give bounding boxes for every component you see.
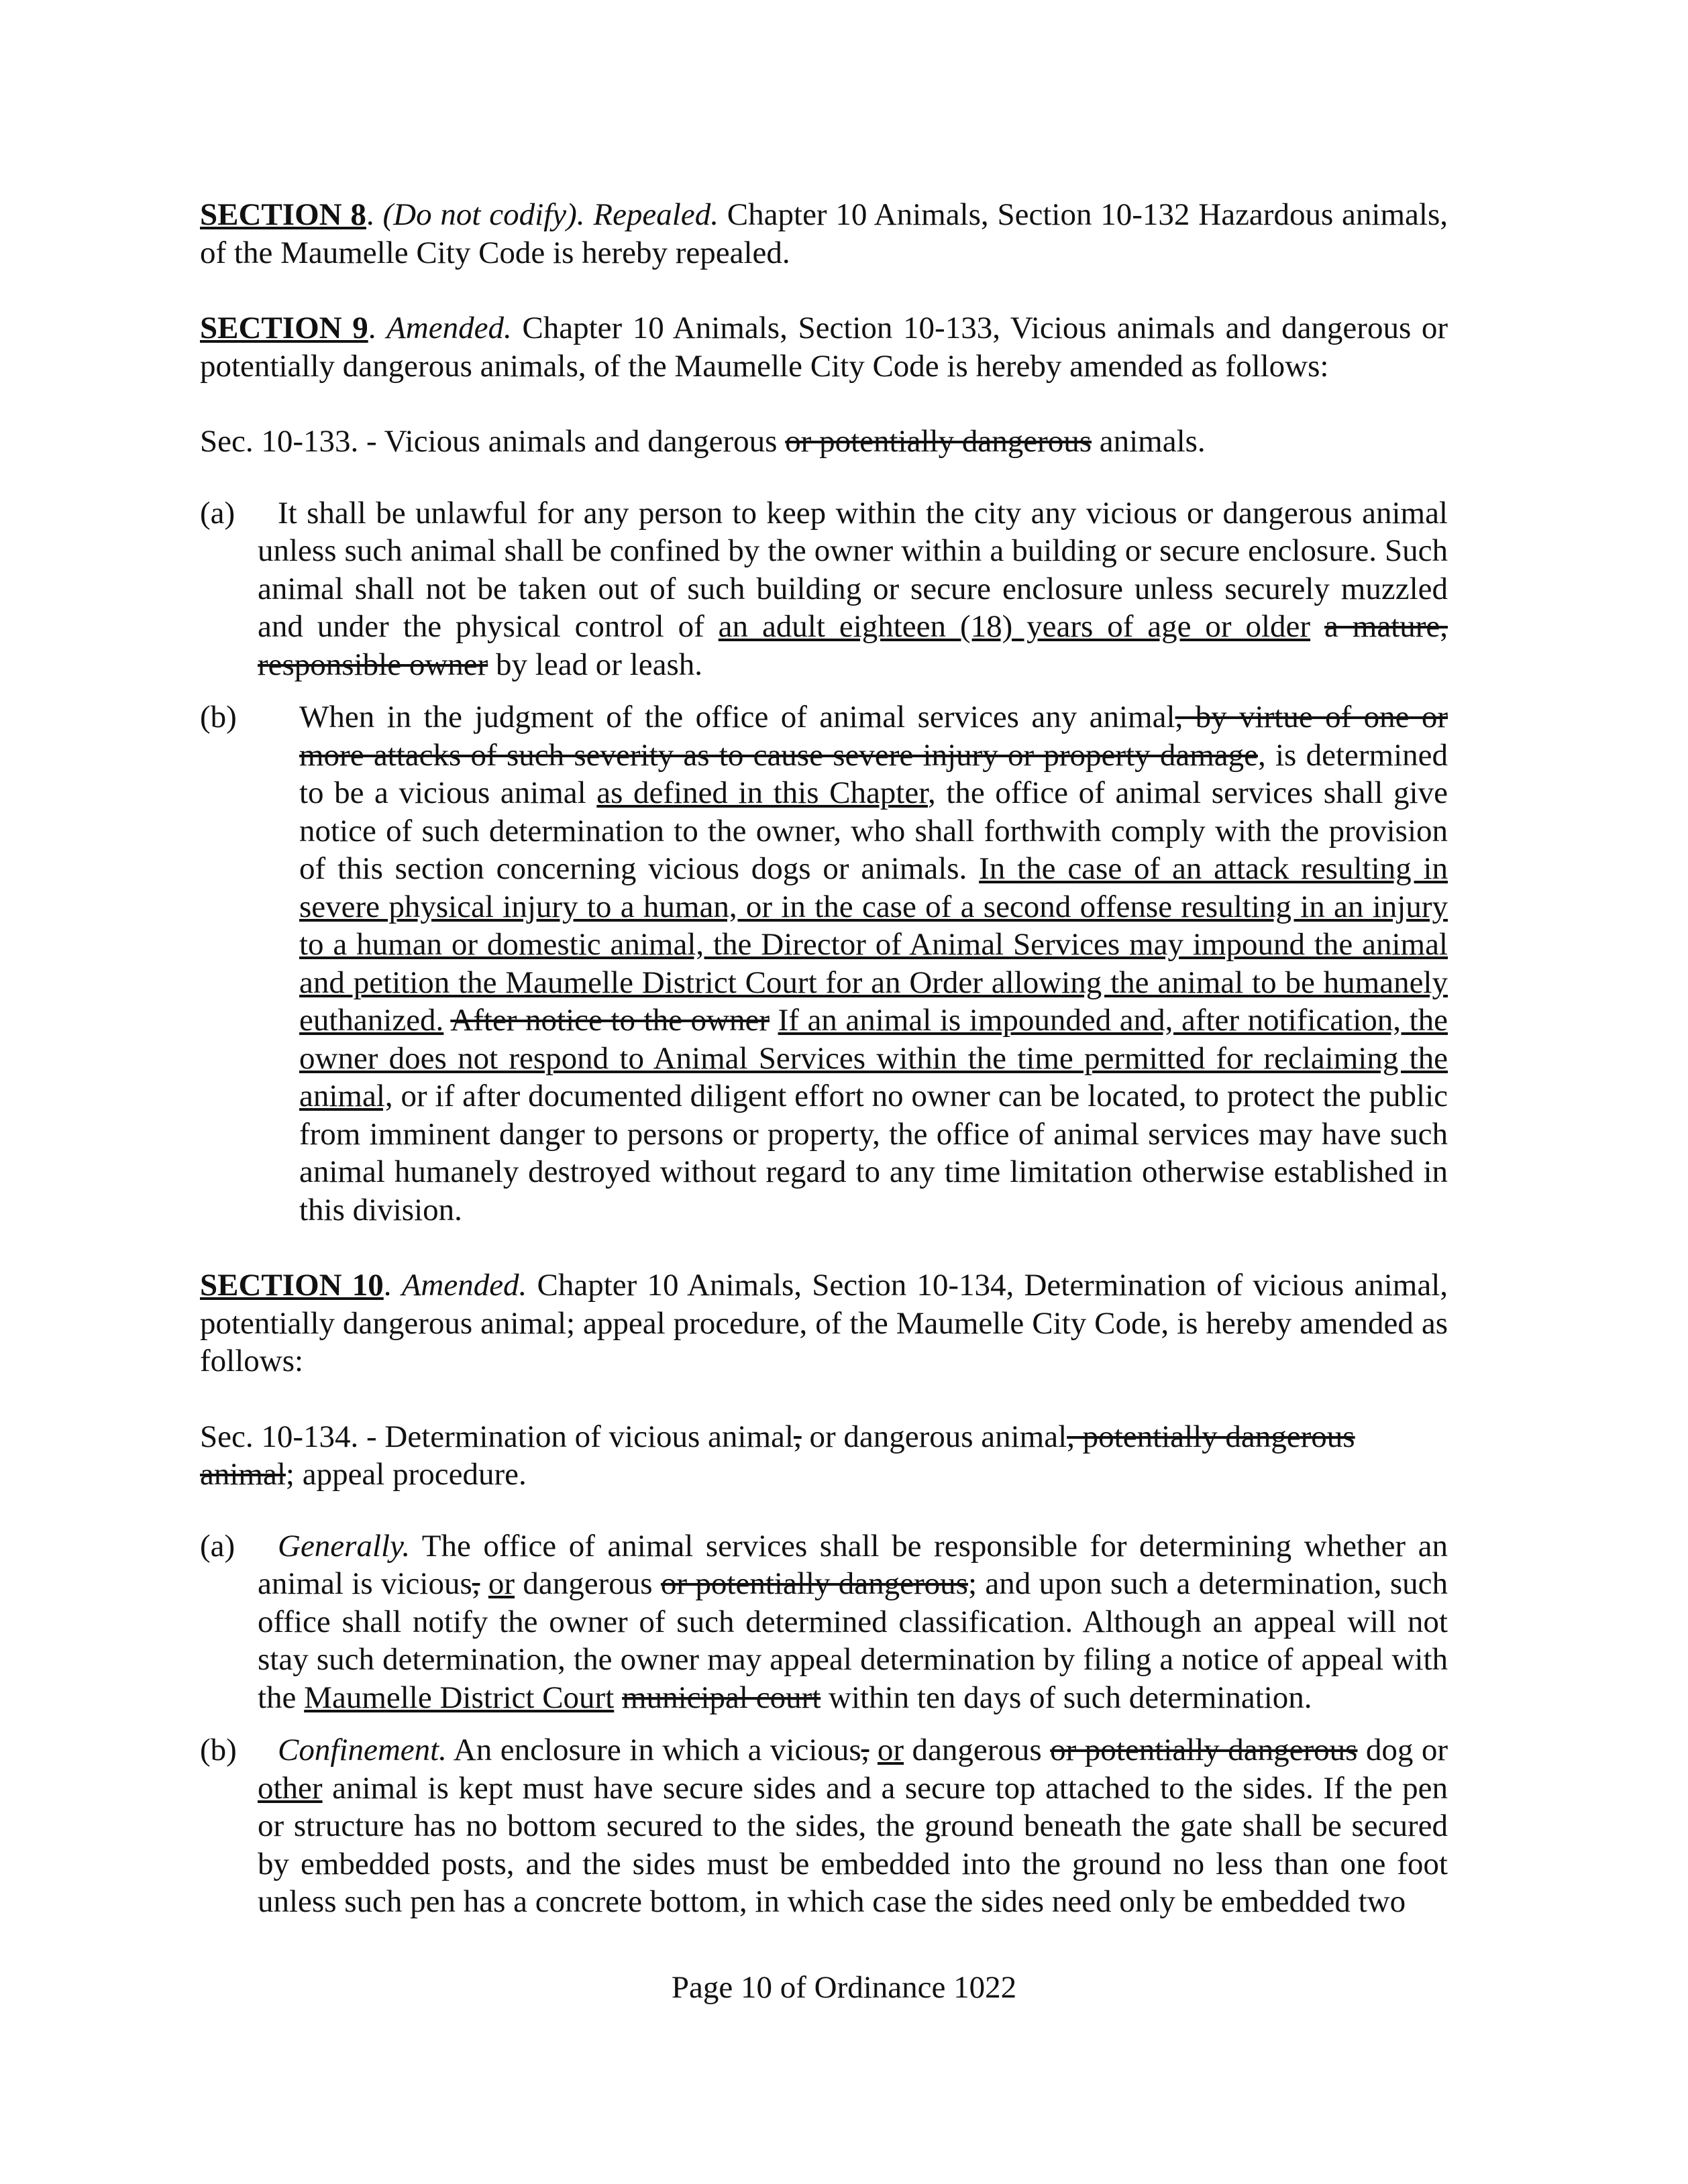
struck-text: or potentially dangerous — [785, 424, 1092, 459]
section-8-label: SECTION 8 — [200, 197, 366, 232]
struck-text: , — [472, 1566, 480, 1601]
section-8-codify: (Do not codify). — [382, 197, 585, 232]
struck-text: After notice to the owner — [450, 1003, 770, 1038]
section-10-text: Chapter 10 Animals, Section 10-134, Determination of vicious animal, potentially dangerous animal; appeal procedure, of the Maumelle City Code, is hereby amended as follows: — [200, 1268, 1448, 1378]
struck-text: or potentially dangerous — [660, 1566, 968, 1601]
item-marker: (a) — [200, 495, 235, 531]
sec-10-134-item-a: (a) Generally. The office of animal services shall be responsible for determining whether an animal is vicious, or dangerous or potentially dangerous; and upon such a determination, such office shall notify the owner of such determined classification. Although an appeal will not stay such determination, the owner may appeal determination by filing a notice of appeal with the Maumelle District Court municipal court within ten days of such determination. — [200, 1528, 1448, 1715]
struck-text: , — [861, 1733, 869, 1767]
inserted-text: or — [488, 1566, 515, 1601]
section-9-paragraph: SECTION 9. Amended. Chapter 10 Animals, Section 10-133, Vicious animals and dangerous or potentially dangerous animals, of the Maumelle City Code is hereby amended as follows: — [200, 311, 1448, 384]
struck-text: municipal court — [622, 1680, 821, 1715]
struck-text: or potentially dangerous — [1050, 1733, 1358, 1767]
section-10-paragraph: SECTION 10. Amended. Chapter 10 Animals, Section 10-134, Determination of vicious animal, potentially dangerous animal; appeal procedure, of the Maumelle City Code, is hereby amended as follows: — [200, 1268, 1448, 1378]
section-8-action: Repealed. — [593, 197, 719, 232]
inserted-text: as defined in this Chapter — [596, 775, 928, 810]
section-9-action: Amended. — [386, 311, 512, 345]
inserted-text: In the case of an attack resulting in severe physical injury to a human, or in the case of a second offense resulting in an injury to a human or domestic animal, the Director of Animal Services may impound the animal and petition the Maumelle District Court for an Order allowing the animal to be humanely euthanized. — [299, 851, 1448, 1038]
inserted-text: an adult eighteen (18) years of age or older — [718, 609, 1311, 644]
inserted-text: other — [258, 1770, 323, 1806]
section-8-text: Chapter 10 Animals, Section 10-132 Hazardous animals, of the Maumelle City Code is hereby repealed. — [200, 197, 1448, 270]
sec-10-134-heading: Sec. 10-134. - Determination of vicious animal, or dangerous animal, potentially dangerous animal; appeal procedure. — [200, 1419, 1355, 1492]
document-page — [200, 196, 1448, 1921]
struck-text: , potentially dangerous animal — [200, 1419, 1355, 1492]
page-footer: Page 10 of Ordinance 1022 — [671, 1970, 1017, 2005]
sec-10-133-item-b: (b) When in the judgment of the office of animal services any animal, by virtue of one or more attacks of such severity as to cause severe injury or property damage, is determined to be a vicious animal as defined in this Chapter, the office of animal services shall give notice of such determination to the owner, who shall forthwith comply with the provision of this section concerning vicious dogs or animals. In the case of an attack resulting in severe physical injury to a human, or in the case of a second offense resulting in an injury to a human or domestic animal, the Director of Animal Services may impound the animal and petition the Maumelle District Court for an Order allowing the animal to be humanely euthanized. After notice to the owner If an animal is impounded and, after notification, the owner does not respond to Animal Services within the time permitted for reclaiming the animal, or if after documented diligent effort no owner can be located, to protect the public from imminent danger to persons or property, the office of animal services may have such animal humanely destroyed without regard to any time limitation otherwise established in this division. — [200, 700, 1448, 1227]
item-marker: (a) — [200, 1528, 235, 1564]
section-10-action: Amended. — [401, 1268, 527, 1303]
sec-10-133-item-a: (a) It shall be unlawful for any person to keep within the city any vicious or dangerous animal unless such animal shall be confined by the owner within a building or secure enclosure. Such animal shall not be taken out of such building or secure enclosure unless securely muzzled and under the physical control of an adult eighteen (18) years of age or older a mature, responsible owner by lead or leash. — [200, 495, 1448, 682]
inserted-text: Maumelle District Court — [304, 1680, 615, 1715]
item-title: Generally. — [278, 1528, 411, 1564]
struck-text: , — [793, 1419, 802, 1454]
struck-text: a mature, responsible owner — [258, 609, 1448, 682]
item-marker: (b) — [200, 1733, 237, 1767]
item-title: Confinement. — [278, 1733, 447, 1767]
inserted-text: or — [877, 1733, 904, 1767]
item-marker: (b) — [200, 700, 237, 734]
sec-10-133-heading: Sec. 10-133. - Vicious animals and dangerous or potentially dangerous animals. — [200, 424, 1206, 459]
section-9-text: Chapter 10 Animals, Section 10-133, Vicious animals and dangerous or potentially dangerous animals, of the Maumelle City Code is hereby amended as follows: — [200, 311, 1448, 384]
sec-10-134-item-b: (b) Confinement. An enclosure in which a vicious, or dangerous or potentially dangerous dog or other animal is kept must have secure sides and a secure top attached to the sides. If the pen or structure has no bottom secured to the sides, the ground beneath the gate shall be secured by embedded posts, and the sides must be embedded into the ground no less than one foot unless such pen has a concrete bottom, in which case the sides need only be embedded two — [200, 1733, 1448, 1919]
section-9-label: SECTION 9 — [200, 311, 368, 345]
inserted-text: If an animal is impounded and, after notification, the owner does not respond to Animal Services within the time permitted for reclaiming the animal, — [299, 1003, 1448, 1113]
struck-text: , by virtue of one or more attacks of such severity as to cause severe injury or property damage — [299, 700, 1448, 773]
section-8-paragraph: SECTION 8. (Do not codify). Repealed. Chapter 10 Animals, Section 10-132 Hazardous animals, of the Maumelle City Code is hereby repealed. — [200, 197, 1448, 270]
section-10-label: SECTION 10 — [200, 1268, 384, 1303]
